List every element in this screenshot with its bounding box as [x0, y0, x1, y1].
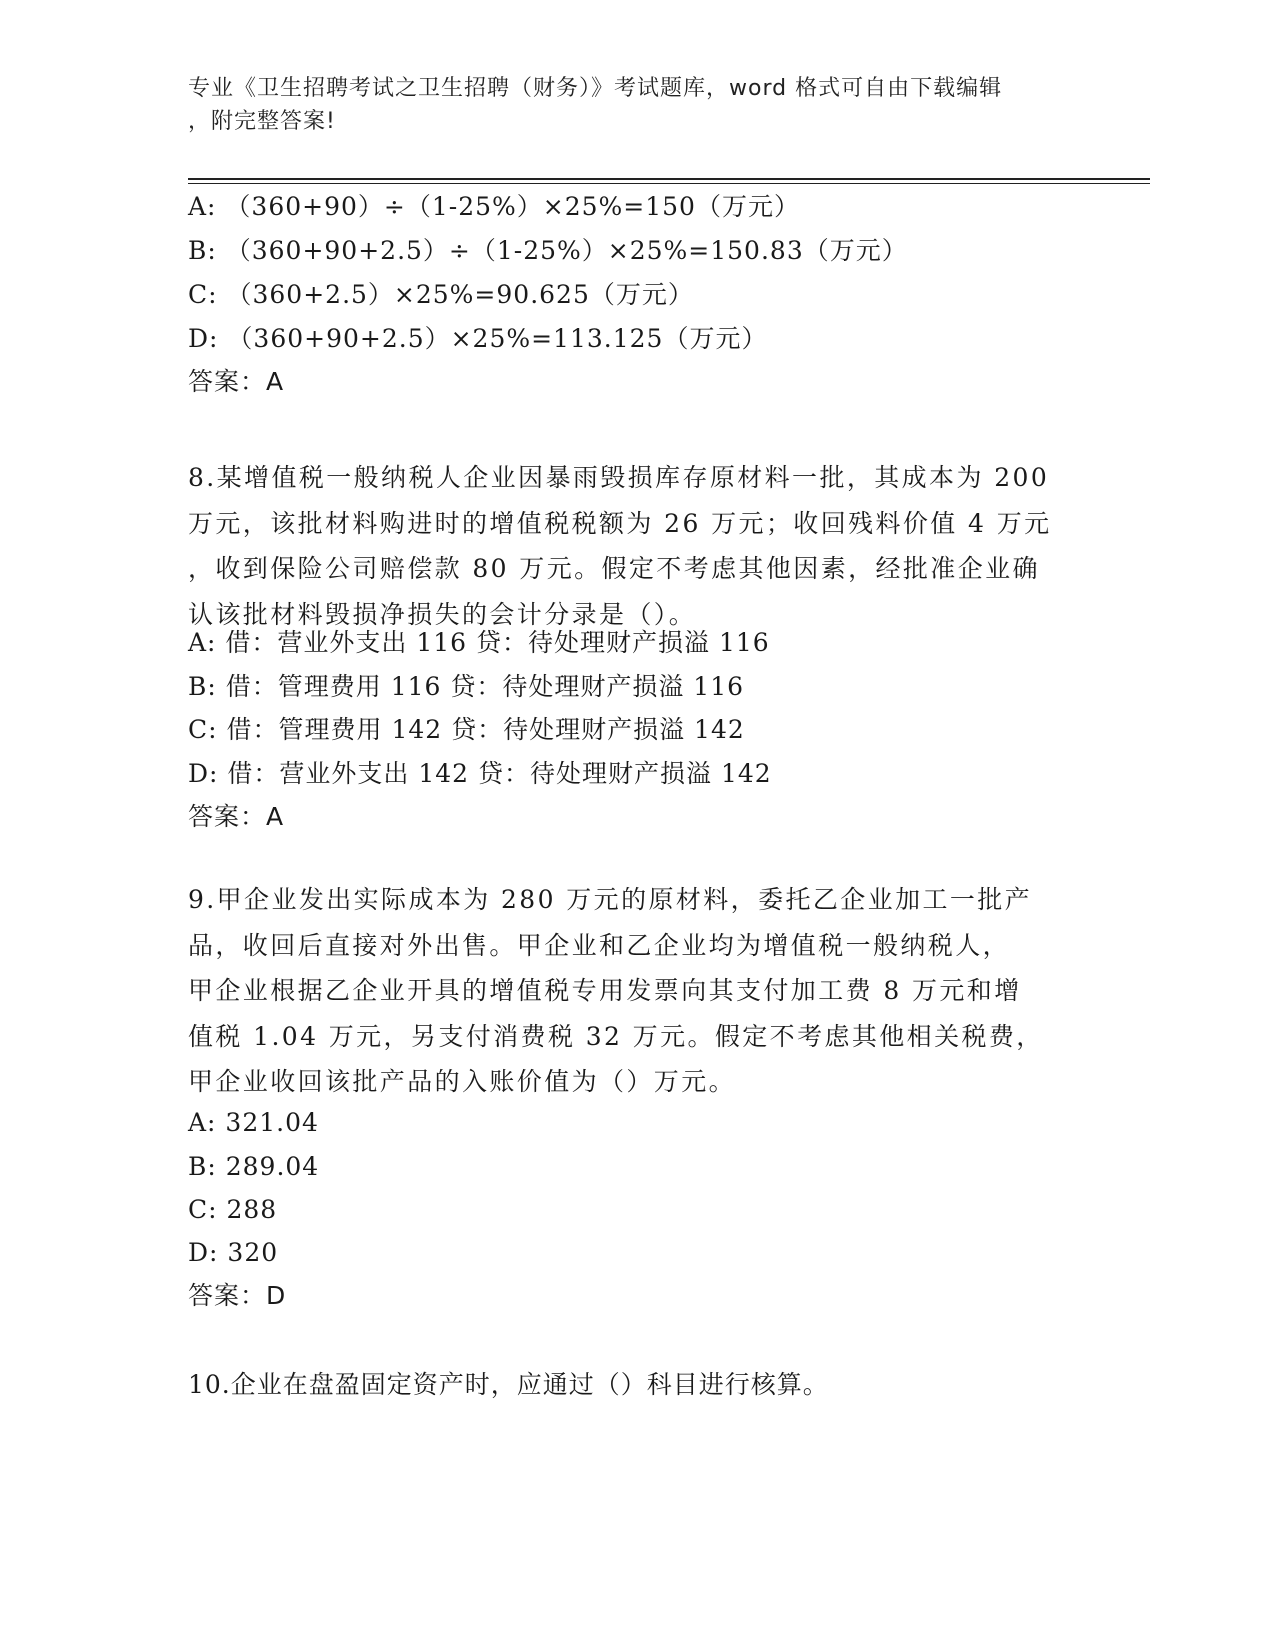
q8-stem-line: 8.某增值税一般纳税人企业因暴雨毁损库存原材料一批，其成本为 200 [188, 463, 1050, 492]
q7-option-b: B: （360+90+2.5）÷（1-25%）×25%=150.83（万元） [188, 236, 908, 265]
q9-stem-line: 品，收回后直接对外出售。甲企业和乙企业均为增值税一般纳税人， [188, 930, 1011, 960]
q8-stem-line: ，收到保险公司赔偿款 80 万元。假定不考虑其他因素，经批准企业确 [188, 554, 1040, 583]
q9-option-b: B: 289.04 [188, 1152, 320, 1181]
q8-stem [188, 455, 1088, 637]
q9-option-c: C: 288 [188, 1195, 278, 1224]
document-header [188, 72, 1068, 138]
q8-stem-line: 认该批材料毁损净损失的会计分录是（）。 [188, 599, 697, 629]
q9-stem [188, 877, 1088, 1105]
q9-stem-line: 9.甲企业发出实际成本为 280 万元的原材料，委托乙企业加工一批产 [188, 885, 1033, 914]
q9-answer: 答案：D [188, 1281, 287, 1310]
q7-answer: 答案：A [188, 367, 285, 396]
q9-option-a: A: 321.04 [188, 1108, 319, 1137]
header-rule-thin [188, 183, 1150, 184]
q7-option-c: C: （360+2.5）×25%=90.625（万元） [188, 280, 694, 309]
q8-option-c: C: 借：管理费用 142 贷：待处理财产损溢 142 [188, 715, 745, 744]
header-line-2: ，附完整答案! [188, 109, 336, 134]
q8-option-a: A: 借：营业外支出 116 贷：待处理财产损溢 116 [188, 628, 770, 657]
q8-option-b: B: 借：管理费用 116 贷：待处理财产损溢 116 [188, 672, 745, 701]
q8-stem-line: 万元，该批材料购进时的增值税税额为 26 万元；收回残料价值 4 万元 [188, 508, 1052, 538]
q8-answer: 答案：A [188, 802, 285, 831]
q9-stem-line: 值税 1.04 万元，另支付消费税 32 万元。假定不考虑其他相关税费， [188, 1021, 1044, 1051]
q9-stem-line: 甲企业收回该批产品的入账价值为（）万元。 [188, 1067, 737, 1096]
q9-option-d: D: 320 [188, 1238, 279, 1267]
q7-option-a: A: （360+90）÷（1-25%）×25%=150（万元） [188, 192, 800, 221]
q10-stem: 10.企业在盘盈固定资产时，应通过（）科目进行核算。 [188, 1370, 829, 1399]
q8-option-d: D: 借：营业外支出 142 贷：待处理财产损溢 142 [188, 759, 772, 788]
header-rule-thick [188, 178, 1150, 180]
header-line-1: 专业《卫生招聘考试之卫生招聘（财务）》考试题库，word 格式可自由下载编辑 [188, 76, 1003, 101]
q7-option-d: D: （360+90+2.5）×25%=113.125（万元） [188, 324, 768, 353]
q9-stem-line: 甲企业根据乙企业开具的增值税专用发票向其支付加工费 8 万元和增 [188, 976, 1022, 1005]
